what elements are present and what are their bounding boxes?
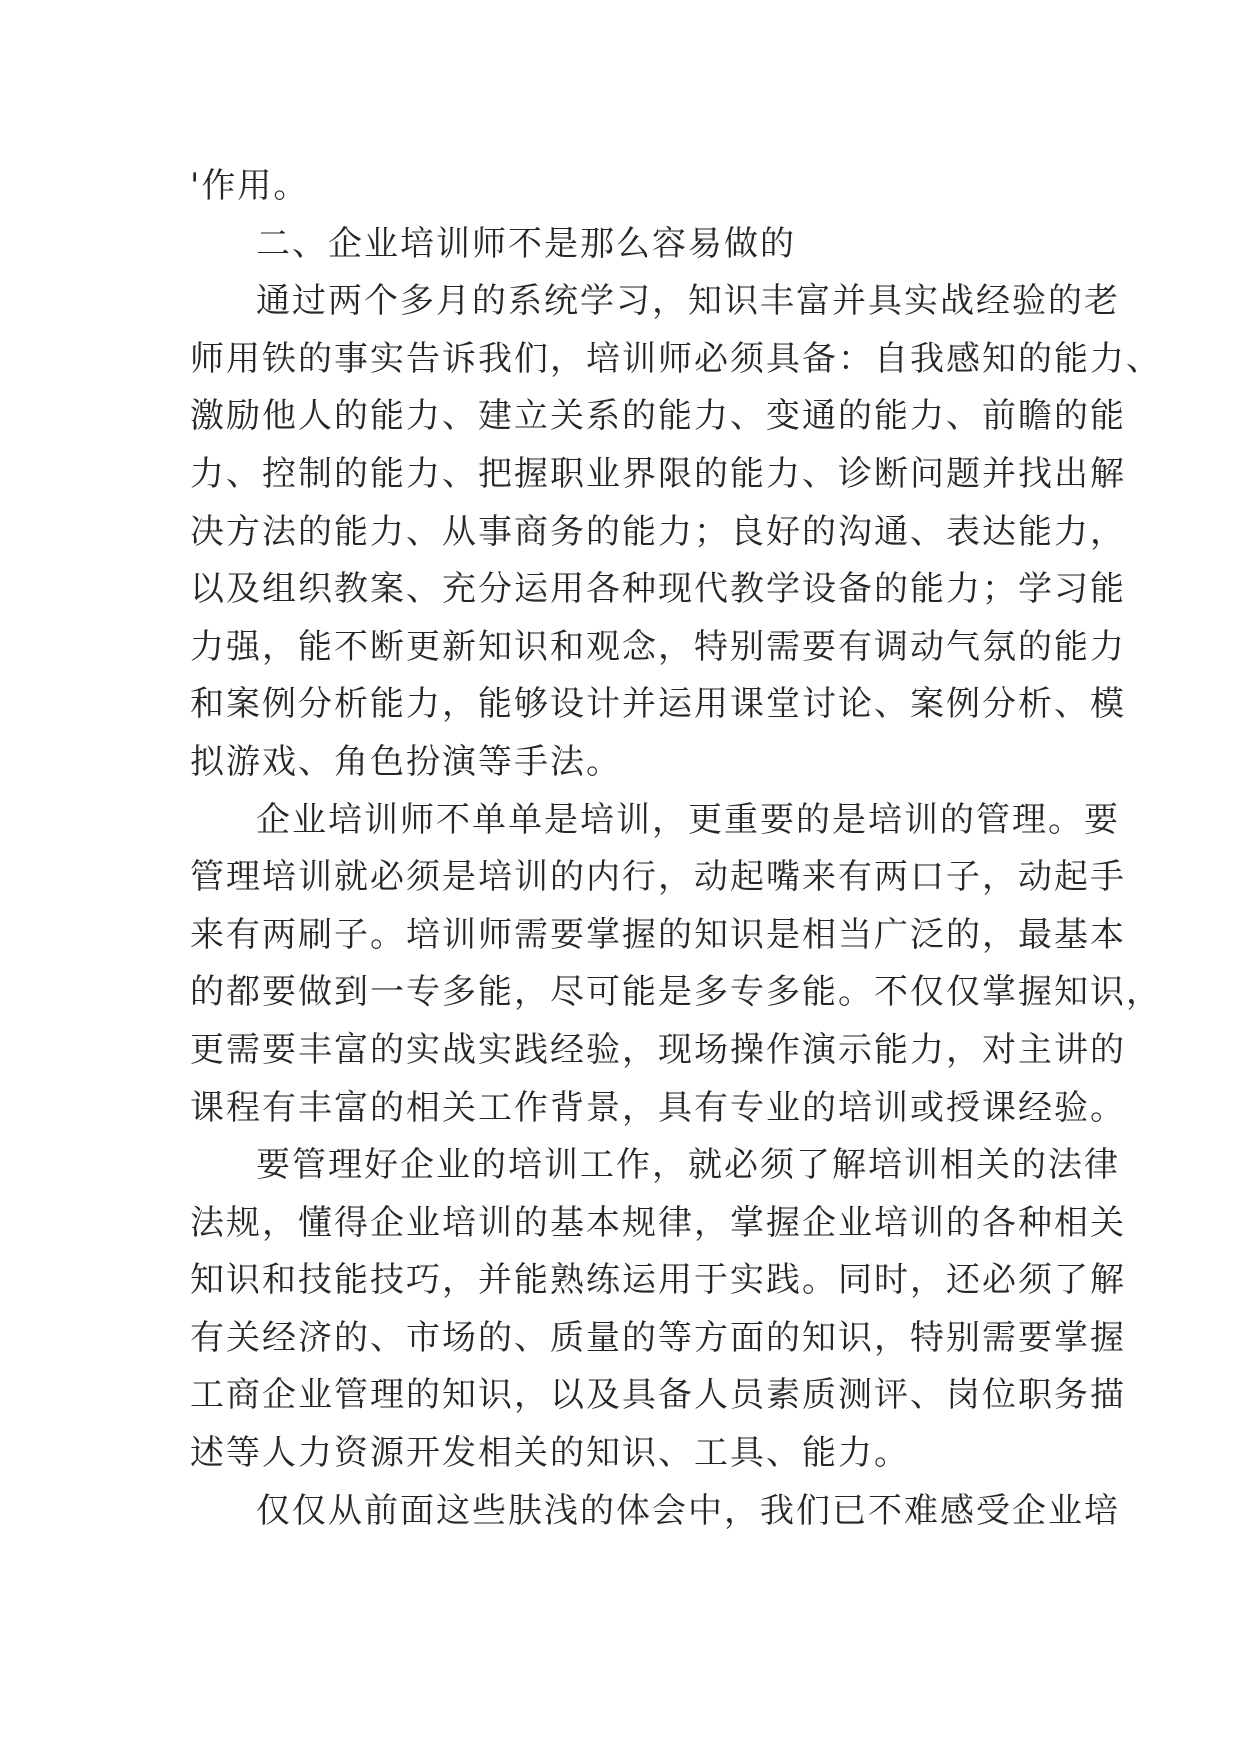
text-line: 通过两个多月的系统学习，知识丰富并具实战经验的老 [256, 281, 1120, 322]
document-body [190, 158, 1162, 1540]
text-line: 要管理好企业的培训工作，就必须了解培训相关的法律 [256, 1145, 1120, 1186]
text-line: '作用。 [190, 166, 310, 206]
text-line: 以及组织教案、充分运用各种现代教学设备的能力；学习能 [190, 569, 1126, 610]
text-line: 知识和技能技巧，并能熟练运用于实践。同时，还必须了解 [190, 1260, 1126, 1301]
text-line: 法规，懂得企业培训的基本规律，掌握企业培训的各种相关 [190, 1202, 1126, 1243]
text-line: 二、企业培训师不是那么容易做的 [256, 223, 796, 264]
text-line: 决方法的能力、从事商务的能力；良好的沟通、表达能力， [190, 511, 1126, 552]
text-line: 拟游戏、角色扮演等手法。 [190, 741, 622, 782]
text-line: 企业培训师不单单是培训，更重要的是培训的管理。要 [256, 799, 1120, 840]
text-line: 课程有丰富的相关工作背景，具有专业的培训或授课经验。 [190, 1087, 1126, 1128]
text-line: 师用铁的事实告诉我们，培训师必须具备：自我感知的能力、 [190, 338, 1162, 379]
text-line: 工商企业管理的知识，以及具备人员素质测评、岗位职务描 [190, 1375, 1126, 1416]
text-line: 力强，能不断更新知识和观念，特别需要有调动气氛的能力 [190, 626, 1126, 667]
text-line: 更需要丰富的实战实践经验，现场操作演示能力，对主讲的 [190, 1029, 1126, 1070]
text-line: 激励他人的能力、建立关系的能力、变通的能力、前瞻的能 [190, 396, 1126, 437]
text-line: 述等人力资源开发相关的知识、工具、能力。 [190, 1433, 910, 1474]
text-line: 管理培训就必须是培训的内行，动起嘴来有两口子，动起手 [190, 857, 1126, 898]
text-line: 有关经济的、市场的、质量的等方面的知识，特别需要掌握 [190, 1317, 1126, 1358]
text-line: 来有两刷子。培训师需要掌握的知识是相当广泛的，最基本 [190, 914, 1126, 955]
text-line: 力、控制的能力、把握职业界限的能力、诊断问题并找出解 [190, 453, 1126, 494]
text-line: 和案例分析能力，能够设计并运用课堂讨论、案例分析、模 [190, 684, 1126, 725]
text-line: 的都要做到一专多能，尽可能是多专多能。不仅仅掌握知识， [190, 972, 1162, 1013]
text-line: 仅仅从前面这些肤浅的体会中，我们已不难感受企业培 [256, 1490, 1120, 1531]
